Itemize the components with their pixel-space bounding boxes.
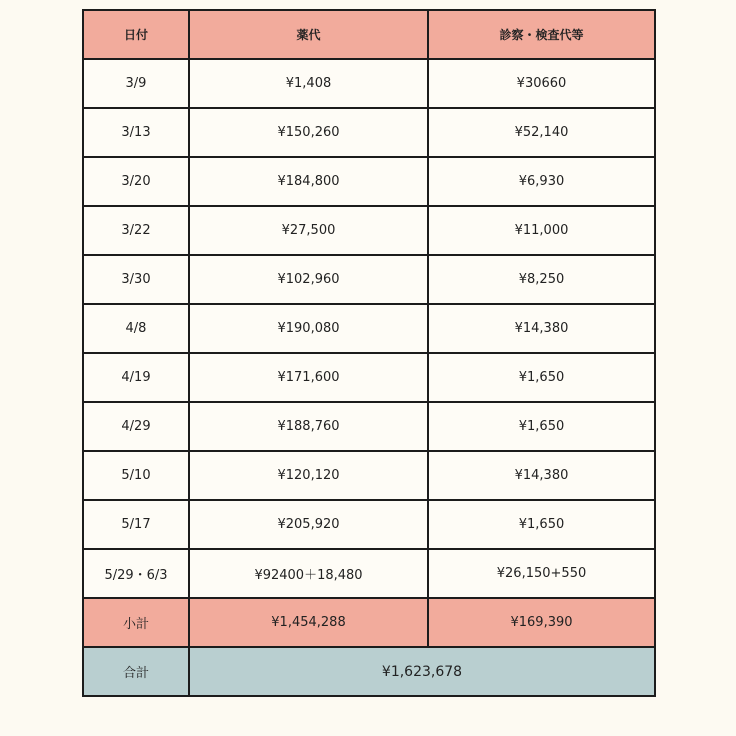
table-row xyxy=(83,500,655,549)
cell-exam: ¥26,150+550 xyxy=(428,549,655,598)
cell-date: 3/20 xyxy=(83,157,189,206)
cell-medicine: ¥188,760 xyxy=(189,402,428,451)
cell-exam: ¥8,250 xyxy=(428,255,655,304)
cell-exam: ¥1,650 xyxy=(428,402,655,451)
cell-date: 3/13 xyxy=(83,108,189,157)
medical-expense-table xyxy=(82,9,656,697)
subtotal-row xyxy=(83,598,655,647)
cell-medicine: ¥205,920 xyxy=(189,500,428,549)
cell-medicine: ¥171,600 xyxy=(189,353,428,402)
table-row xyxy=(83,206,655,255)
cell-medicine: ¥150,260 xyxy=(189,108,428,157)
table-row xyxy=(83,549,655,598)
cell-date: 3/30 xyxy=(83,255,189,304)
cell-medicine: ¥102,960 xyxy=(189,255,428,304)
header-row xyxy=(83,10,655,59)
cell-date: 4/29 xyxy=(83,402,189,451)
subtotal-medicine: ¥1,454,288 xyxy=(189,598,428,647)
subtotal-exam: ¥169,390 xyxy=(428,598,655,647)
cell-date: 3/22 xyxy=(83,206,189,255)
cell-date: 3/9 xyxy=(83,59,189,108)
table-row xyxy=(83,255,655,304)
header-medicine: 薬代 xyxy=(189,10,428,59)
cell-medicine: ¥27,500 xyxy=(189,206,428,255)
cell-medicine: ¥92400＋18,480 xyxy=(189,549,428,598)
cell-date: 5/10 xyxy=(83,451,189,500)
cell-exam: ¥1,650 xyxy=(428,500,655,549)
cell-medicine: ¥1,408 xyxy=(189,59,428,108)
total-value: ¥1,623,678 xyxy=(189,647,655,696)
cell-exam: ¥6,930 xyxy=(428,157,655,206)
cell-date: 4/8 xyxy=(83,304,189,353)
cell-exam: ¥1,650 xyxy=(428,353,655,402)
header-date: 日付 xyxy=(83,10,189,59)
cell-exam: ¥30660 xyxy=(428,59,655,108)
table-row xyxy=(83,402,655,451)
table-row xyxy=(83,108,655,157)
cell-medicine: ¥190,080 xyxy=(189,304,428,353)
cell-exam: ¥11,000 xyxy=(428,206,655,255)
cell-medicine: ¥120,120 xyxy=(189,451,428,500)
cell-exam: ¥14,380 xyxy=(428,304,655,353)
table-row xyxy=(83,451,655,500)
cell-date: 5/29・6/3 xyxy=(83,549,189,598)
table-row xyxy=(83,59,655,108)
cell-exam: ¥14,380 xyxy=(428,451,655,500)
table-row xyxy=(83,353,655,402)
table-header xyxy=(83,10,655,59)
cell-date: 4/19 xyxy=(83,353,189,402)
table-row xyxy=(83,157,655,206)
cell-exam: ¥52,140 xyxy=(428,108,655,157)
cell-medicine: ¥184,800 xyxy=(189,157,428,206)
table-body xyxy=(83,59,655,696)
total-label: 合計 xyxy=(83,647,189,696)
cell-date: 5/17 xyxy=(83,500,189,549)
total-row xyxy=(83,647,655,696)
table-row xyxy=(83,304,655,353)
subtotal-label: 小計 xyxy=(83,598,189,647)
header-exam: 診察・検査代等 xyxy=(428,10,655,59)
expense-table-container xyxy=(82,9,654,697)
